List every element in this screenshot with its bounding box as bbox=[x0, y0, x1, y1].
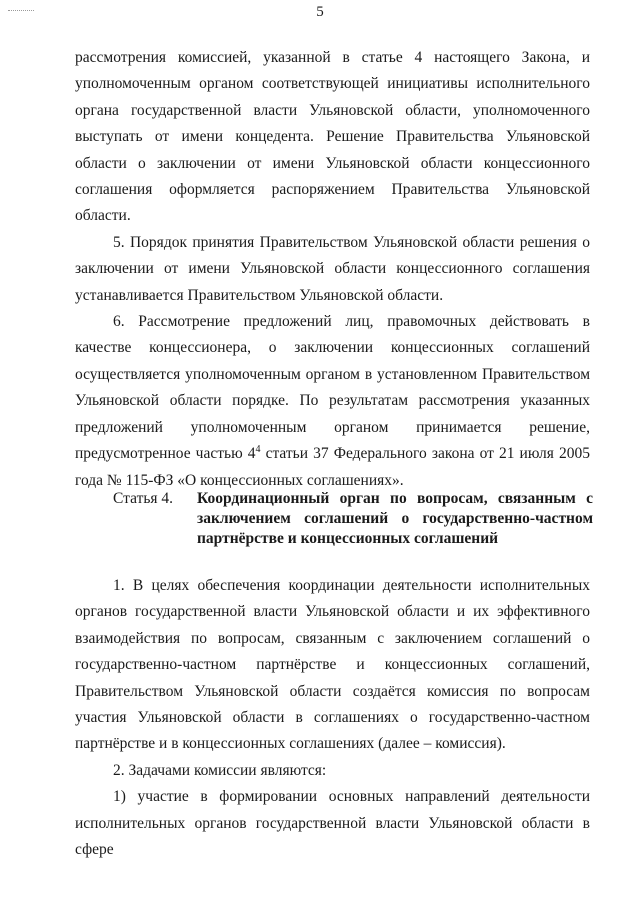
paragraph-5: 5. Порядок принятия Правительством Ульяновской области решения о заключении от имени Ульяновской области концессионного соглашения устанавливается Правительством Ульяновской области. bbox=[75, 233, 590, 304]
paragraph-6 bbox=[75, 309, 590, 494]
page-number: 5 bbox=[316, 4, 324, 20]
paragraph-6-end: статьи 37 Федерального закона от 21 июля 2005 года № 115-ФЗ «О концессионных соглашениях». bbox=[75, 445, 590, 489]
article-title: Координационный орган по вопросам, связанным с заключением соглашений о государственно-частном партнёрстве и концессионных соглашений bbox=[197, 490, 593, 547]
paragraph-6-superscript: 4 bbox=[255, 444, 261, 456]
article-paragraph-2: 2. Задачами комиссии являются: bbox=[113, 761, 327, 779]
article-paragraph-1: 1. В целях обеспечения координации деятельности исполнительных органов государственной власти Ульяновской области и их эффективного взаимодействия по вопросам, связанным с заключением соглашений о государственно-частном партнёрстве и концессионных соглашений, Правительством Ульяновской области создаётся комиссия по вопросам участия Ульяновской области в соглашениях о государственно-частном партнёрстве и в концессионных соглашениях (далее – комиссия). bbox=[75, 577, 590, 753]
paragraph-6-start: 6. Рассмотрение предложений лиц, правомочных действовать в качестве концессионера, о заключении концессионных соглашений осуществляется уполномоченным органом в установленном Правительством Ульяновской области порядке. По результатам рассмотрения указанных предложений уполномоченным органом принимается решение, предусмотренное частью 4 bbox=[75, 313, 590, 463]
article-label: Статья 4. bbox=[113, 490, 174, 507]
article-heading bbox=[113, 489, 593, 549]
paragraph-continuation: рассмотрения комиссией, указанной в статье 4 настоящего Закона, и уполномоченным органом соответствующей инициативы исполнительного органа государственной власти Ульяновской области, уполномоченного выступать от имени концедента. Решение Правительства Ульяновской области о заключении от имени Ульяновской области концессионного соглашения оформляется распоряжением Правительства Ульяновской области. bbox=[75, 49, 590, 225]
body-text-bottom bbox=[75, 573, 590, 863]
body-text-top bbox=[75, 45, 590, 494]
article-paragraph-3: 1) участие в формировании основных направлений деятельности исполнительных органов государственной власти Ульяновской области в сфере bbox=[75, 788, 590, 859]
